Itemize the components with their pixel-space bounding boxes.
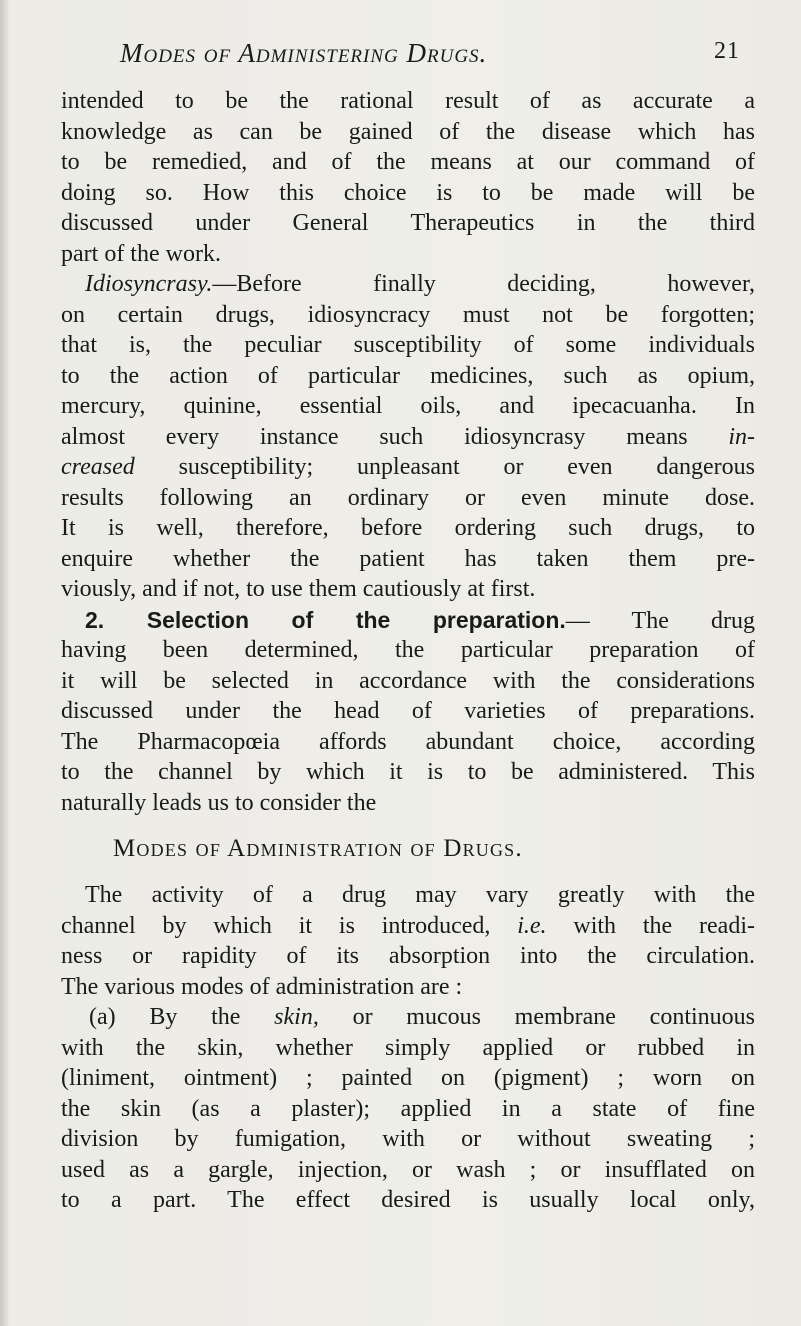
italic-fragment: in- [728, 423, 755, 450]
text-line: The activity of a drug may vary greatly with the [85, 882, 755, 908]
selection-heading: 2. Selection of the preparation. [85, 606, 566, 633]
body-text [61, 86, 755, 1216]
text-line: to a part. The effect desired is usually local only, [61, 1187, 755, 1213]
text-fragment: with the readi- [573, 912, 755, 939]
text-line: results following an ordinary or even minute dose. [61, 484, 755, 511]
text-line [61, 422, 755, 453]
selection-first-line [61, 605, 755, 636]
text-line: discussed under the head of varieties of preparations. [61, 698, 755, 724]
text-line: to be remedied, and of the means at our command of [61, 149, 755, 175]
text-line: knowledge as can be gained of the disease which has [61, 118, 755, 145]
text-line: to the channel by which it is to be administered. This [61, 759, 755, 785]
running-title: Modes of Administering Drugs. [120, 38, 488, 68]
text-line: discussed under General Therapeutics in the third [61, 210, 755, 236]
text-fragment: or mucous membrane continuous [352, 1004, 756, 1030]
italic-fragment: creased [61, 454, 135, 480]
text-line: enquire whether the patient has taken them pre- [61, 545, 755, 572]
text-line: used as a gargle, injection, or wash ; or insufflated on [61, 1156, 755, 1183]
idiosyncrasy-first-line [61, 269, 755, 300]
text-line: the skin (as a plaster); applied in a state of fine [61, 1095, 755, 1122]
italic-fragment: i.e. [517, 912, 547, 939]
page-number: 21 [714, 38, 740, 64]
text-line: division by fumigation, with or without sweating ; [61, 1126, 755, 1152]
text-fragment: (a) By the [89, 1004, 241, 1030]
text-fragment: almost every instance such idiosyncrasy means [61, 423, 688, 450]
text-line: mercury, quinine, essential oils, and ipecacuanha. In [61, 393, 755, 419]
text-line: intended to be the rational result of as accurate a [61, 88, 755, 114]
text-line: viously, and if not, to use them cautiously at first. [61, 576, 536, 602]
text-line: on certain drugs, idiosyncracy must not be forgotten; [61, 301, 755, 328]
text-line: doing so. How this choice is to be made will be [61, 179, 755, 206]
idiosyncrasy-heading: Idiosyncrasy. [85, 271, 213, 297]
text-line: The various modes of administration are : [61, 973, 463, 1000]
text-fragment: —Before finally deciding, however, [212, 271, 755, 297]
text-line: It is well, therefore, before ordering such drugs, to [61, 515, 755, 541]
text-line: ness or rapidity of its absorption into the circulation. [61, 943, 755, 969]
text-line: (liniment, ointment) ; painted on (pigment) ; worn on [61, 1065, 755, 1091]
text-fragment: — The drug [565, 607, 756, 634]
text-fragment: channel by which it is introduced, [61, 912, 491, 939]
text-fragment: susceptibility; unpleasant or even dangerous [178, 454, 756, 480]
text-line [61, 452, 755, 483]
text-line: naturally leads us to consider the [61, 789, 377, 816]
text-line [61, 911, 755, 942]
italic-fragment: skin, [274, 1004, 319, 1030]
text-line: that is, the peculiar susceptibility of some individuals [61, 332, 755, 358]
text-line: The Pharmacopœia affords abundant choice, according [61, 728, 755, 755]
text-line: having been determined, the particular preparation of [61, 637, 755, 663]
text-line: to the action of particular medicines, such as opium, [61, 362, 755, 389]
text-line: with the skin, whether simply applied or rubbed in [61, 1034, 755, 1061]
text-line: it will be selected in accordance with the considerations [61, 667, 755, 694]
mode-a-first-line [61, 1002, 755, 1033]
text-line: part of the work. [61, 240, 221, 267]
running-head [120, 38, 740, 74]
page-binding-edge [0, 0, 8, 1326]
section-heading: Modes of Administration of Drugs. [113, 835, 523, 862]
